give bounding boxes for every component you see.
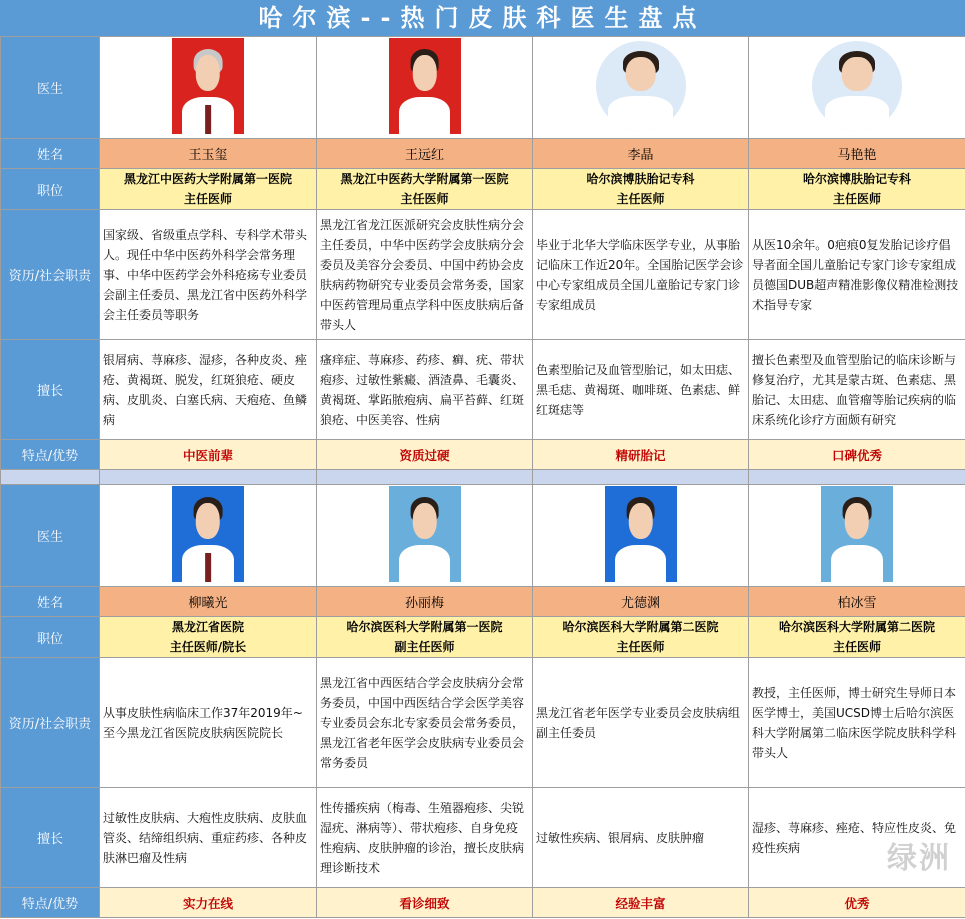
doctor-name: 王远红 [317, 139, 533, 169]
doctor-qualification: 黑龙江省老年医学专业委员会皮肤病组副主任委员 [533, 658, 749, 788]
doctor-expertise: 瘙痒症、荨麻疹、药疹、癣、疣、带状疱疹、过敏性紫癜、酒渣鼻、毛囊炎、黄褐斑、掌跖脓疱病、扁平苔藓、红斑狼疮、中医美容、性病 [317, 340, 533, 440]
doctor-photo [389, 486, 461, 582]
row-label-name: 姓名 [1, 139, 100, 169]
doctor-qualification: 教授，主任医师，博士研究生导师日本医学博士，美国UCSD博士后哈尔滨医科大学附属第二临床医学院皮肤科学科带头人 [749, 658, 965, 788]
row-label-qualification: 资历/社会职责 [1, 658, 100, 788]
doctor-feature: 优秀 [749, 888, 965, 918]
doctor-feature: 资质过硬 [317, 440, 533, 470]
doctor-table-top [0, 36, 965, 486]
row-label-feature: 特点/优势 [1, 440, 100, 470]
doctor-photo-cell [100, 485, 317, 587]
doctor-expertise: 性传播疾病（梅毒、生殖器疱疹、尖锐湿疣、淋病等）、带状疱疹、自身免疫性疱病、皮肤肿瘤的诊治，擅长皮肤病理诊断技术 [317, 788, 533, 888]
hospital: 哈尔滨医科大学附属第二医院 [562, 620, 719, 634]
row-label-position: 职位 [1, 617, 100, 658]
job-title: 副主任医师 [394, 640, 455, 654]
job-title: 主任医师 [832, 192, 881, 206]
doctor-photo-cell [749, 485, 965, 587]
doctor-qualification: 从事皮肤性病临床工作37年2019年~至今黑龙江省医院皮肤病医院院长 [100, 658, 317, 788]
doctor-position [749, 617, 965, 658]
doctor-qualification: 从医10余年。0疤痕0复发胎记诊疗倡导者面全国儿童胎记专家门诊专家组成员德国DUB超声精准影像仪精准检测技术指导专家 [749, 210, 965, 340]
doctor-expertise: 过敏性皮肤病、大疱性皮肤病、皮肤血管炎、结缔组织病、重症药疹、各种皮肤淋巴瘤及性病 [100, 788, 317, 888]
doctor-position [749, 169, 965, 210]
doctor-expertise: 湿疹、荨麻疹、痤疮、特应性皮炎、免疫性疾病 [749, 788, 965, 888]
doctor-name: 王玉玺 [100, 139, 317, 169]
doctor-qualification: 毕业于北华大学临床医学专业，从事胎记临床工作近20年。全国胎记医学会诊中心专家组成员全国儿童胎记专家门诊专家组成员 [533, 210, 749, 340]
doctor-name: 柳曦光 [100, 587, 317, 617]
hospital: 黑龙江中医药大学附属第一医院 [123, 172, 292, 186]
hospital: 哈尔滨博肤胎记专科 [586, 172, 695, 186]
hospital: 哈尔滨博肤胎记专科 [802, 172, 911, 186]
doctor-expertise: 擅长色素型及血管型胎记的临床诊断与修复治疗，尤其是蒙古斑、色素痣、黑胎记、太田痣、血管瘤等胎记疾病的临床系统化诊疗方面颇有研究 [749, 340, 965, 440]
hospital: 哈尔滨医科大学附属第一医院 [346, 620, 503, 634]
doctor-photo-cell [533, 485, 749, 587]
doctor-photo [605, 486, 677, 582]
doctor-expertise: 过敏性疾病、银屑病、皮肤肿瘤 [533, 788, 749, 888]
doctor-feature: 精研胎记 [533, 440, 749, 470]
doctor-position [317, 617, 533, 658]
doctor-position [100, 169, 317, 210]
doctor-feature: 看诊细致 [317, 888, 533, 918]
doctor-photo [389, 38, 461, 134]
doctor-qualification: 黑龙江省龙江医派研究会皮肤性病分会主任委员，中华中医药学会皮肤病分会委员及美容分会委员、中国中药协会皮肤病药物研究专业委员会常务委，国家中医药管理局重点学科中医皮肤病后备带头人 [317, 210, 533, 340]
row-label-doctor: 医生 [1, 37, 100, 139]
doctor-feature: 实力在线 [100, 888, 317, 918]
doctor-name: 尤德渊 [533, 587, 749, 617]
watermark-logo: 绿洲 [887, 841, 951, 876]
doctor-photo-cell [533, 37, 749, 139]
job-title: 主任医师 [832, 640, 881, 654]
job-title: 主任医师/院长 [169, 640, 247, 654]
row-label-qualification: 资历/社会职责 [1, 210, 100, 340]
doctor-qualification: 黑龙江省中西医结合学会皮肤病分会常务委员，中国中西医结合学会医学美容专业委员会东北专家委员会常务委员，黑龙江省老年医学会皮肤病专业委员会常务委员 [317, 658, 533, 788]
doctor-feature: 中医前辈 [100, 440, 317, 470]
doctor-position [533, 617, 749, 658]
doctor-name: 柏冰雪 [749, 587, 965, 617]
doctor-photo-cell [100, 37, 317, 139]
row-label-name: 姓名 [1, 587, 100, 617]
job-title: 主任医师 [616, 192, 665, 206]
doctor-position [533, 169, 749, 210]
doctor-photo [172, 38, 244, 134]
doctor-expertise: 银屑病、荨麻疹、湿疹，各种皮炎、痤疮、黄褐斑、脱发，红斑狼疮、硬皮病、皮肌炎、白塞氏病、天疱疮、鱼鳞病 [100, 340, 317, 440]
row-label-feature: 特点/优势 [1, 888, 100, 918]
doctor-expertise: 色素型胎记及血管型胎记，如太田痣、黑毛痣、黄褐斑、咖啡斑、色素痣、鲜红斑痣等 [533, 340, 749, 440]
hospital: 黑龙江中医药大学附属第一医院 [340, 172, 509, 186]
doctor-name: 孙丽梅 [317, 587, 533, 617]
doctor-photo-cell [317, 485, 533, 587]
page-title: 哈尔滨--热门皮肤科医生盘点 [0, 0, 965, 36]
row-label-position: 职位 [1, 169, 100, 210]
row-label-expertise: 擅长 [1, 340, 100, 440]
row-label-expertise: 擅长 [1, 788, 100, 888]
doctor-name: 李晶 [533, 139, 749, 169]
doctor-photo-cell [749, 37, 965, 139]
row-label-doctor: 医生 [1, 485, 100, 587]
doctor-name: 马艳艳 [749, 139, 965, 169]
doctor-table-bottom [0, 484, 965, 918]
doctor-qualification: 国家级、省级重点学科、专科学术带头人。现任中华中医药外科学会常务理事、中华中医药学会外科疮疡专业委员会副主任委员、黑龙江省中医药外科学会主任委员等职务 [100, 210, 317, 340]
doctor-photo [596, 41, 686, 131]
doctor-feature: 经验丰富 [533, 888, 749, 918]
job-title: 主任医师 [183, 192, 232, 206]
doctor-position [100, 617, 317, 658]
doctor-photo [172, 486, 244, 582]
job-title: 主任医师 [616, 640, 665, 654]
hospital: 哈尔滨医科大学附属第二医院 [778, 620, 935, 634]
doctor-position [317, 169, 533, 210]
doctor-photo-cell [317, 37, 533, 139]
job-title: 主任医师 [400, 192, 449, 206]
doctor-photo [821, 486, 893, 582]
doctor-feature: 口碑优秀 [749, 440, 965, 470]
hospital: 黑龙江省医院 [171, 620, 244, 634]
doctor-photo [812, 41, 902, 131]
